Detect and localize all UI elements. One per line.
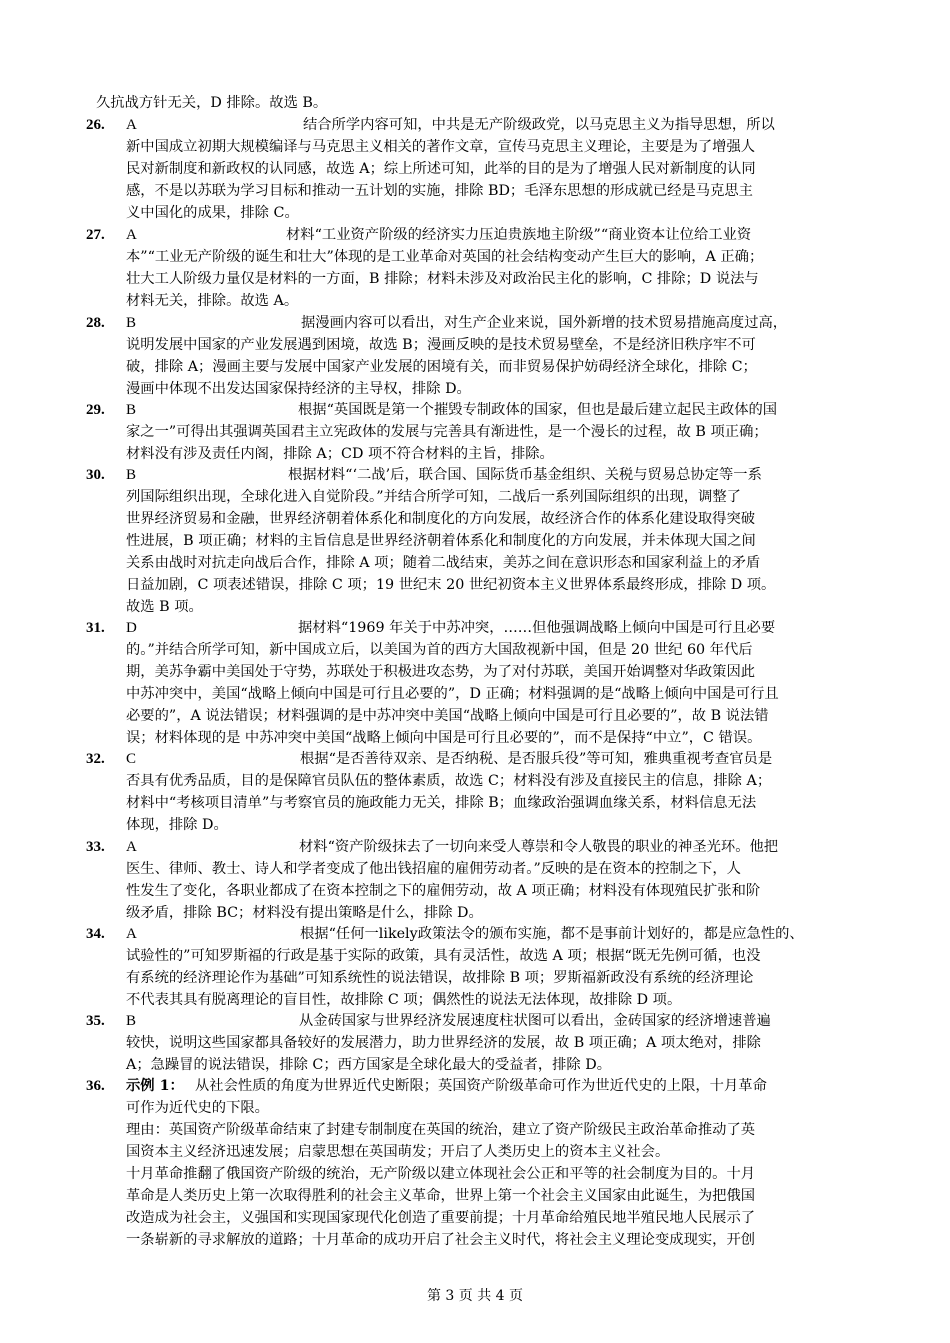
explanation-line: 材料无关，排除。故选 A。 — [126, 293, 299, 310]
answer-letter: B — [126, 315, 137, 331]
explanation-line: 有系统的经济理论作为基础”可知系统性的说法错误，故排除 B 项；罗斯福新政没有系统的经济理论 — [126, 970, 754, 987]
intro-line: 久抗战方针无关，D 排除。故选 B。 — [96, 95, 328, 111]
question-number: 28. — [86, 315, 105, 331]
question-number: 29. — [86, 402, 105, 418]
question-number: 31. — [86, 620, 105, 636]
explanation-line: 据漫画内容可以看出，对生产企业来说，国外新增的技术贸易措施高度过高， — [301, 315, 788, 331]
example-label: 示例 1： — [126, 1078, 184, 1094]
answer-letter: C — [126, 751, 137, 767]
explanation-line: 从社会性质的角度为世界近代史断限；英国资产阶级革命可作为世近代史的上限，十月革命 — [195, 1078, 767, 1094]
explanation-line: 新中国成立初期大规模编译与马克思主义相关的著作文章，宣传马克思主义理论，主要是为了增强人 — [126, 139, 756, 156]
explanation-line: 国资本主义经济迅速发展；启蒙思想在英国萌发；开启了人类历史上的资本主义社会。 — [126, 1144, 670, 1161]
explanation-line: 根据“英国既是第一个摧毁专制政体的国家，但也是最后建立起民主政体的国 — [298, 402, 778, 418]
explanation-line: 列国际组织出现，全球化进入自觉阶段。”并结合所学可知，二战后一系列国际组织的出现，调整了 — [126, 489, 741, 506]
explanation-line: 性进展，B 项正确；材料的主旨信息是世界经济朝着体系化和制度化的方向发展，并未体现大国之间 — [126, 533, 756, 550]
page-footer: 第 3 页 共 4 页 — [426, 1288, 524, 1304]
question-number: 36. — [86, 1078, 105, 1094]
explanation-line: 故选 B 项。 — [126, 599, 203, 616]
explanation-line: 十月革命推翻了俄国资产阶级的统治，无产阶级以建立体现社会公正和平等的社会制度为目的。十月 — [126, 1166, 756, 1183]
question-number: 26. — [86, 117, 105, 133]
explanation-line: 世界经济贸易和金融，世界经济朝着体系化和制度化的方向发展，故经济合作的体系化建设取得突破 — [126, 511, 756, 528]
explanation-line: 结合所学内容可知，中共是无产阶级政党，以马克思主义为指导思想，所以 — [303, 117, 775, 133]
explanation-line: 试验性的”可知罗斯福的行政是基于实际的政策，具有灵活性，故选 A 项；根据“既无先例可循，也没 — [126, 948, 761, 965]
explanation-line: 理由：英国资产阶级革命结束了封建专制制度在英国的统治，建立了资产阶级民主政治革命推动了英 — [126, 1122, 756, 1139]
question-number: 35. — [86, 1013, 105, 1029]
explanation-line: 感，不是以苏联为学习目标和推动一五计划的实施，排除 BD；毛泽东思想的形成就已经是马克思主 — [126, 183, 753, 200]
explanation-line: 改造成为社会主，义强国和实现国家现代化创造了重要前提；十月革命给殖民地半殖民地人民展示了 — [126, 1210, 756, 1227]
explanation-line: 可作为近代史的下限。 — [126, 1100, 269, 1117]
explanation-line: 民对新制度和新政权的认同感，故选 A；综上所述可知，此举的目的是为了增强人民对新制度的认同 — [126, 161, 756, 178]
explanation-line: A；急躁冒的说法错误，排除 C；西方国家是全球化最大的受益者，排除 D。 — [126, 1057, 612, 1074]
explanation-line: 不代表其具有脱离理论的盲目性，故排除 C 项；偶然性的说法无法体现，故排除 D 项。 — [126, 992, 682, 1009]
question-number: 32. — [86, 751, 105, 767]
explanation-line: 根据材料“‘二战’后，联合国、国际货币基金组织、关税与贸易总协定等一系 — [288, 467, 762, 483]
explanation-line: 日益加剧，C 项表述错误，排除 C 项；19 世纪末 20 世纪初资本主义世界体系最终形成，排除 D 项。 — [126, 577, 776, 594]
explanation-line: 体现，排除 D。 — [126, 817, 228, 834]
explanation-line: 材料中“考核项目清单”与考察官员的施政能力无关，排除 B；血缘政治强调血缘关系，材料信息无法 — [126, 795, 757, 812]
explanation-line: 根据“是否善待双亲、是否纳税、是否服兵役”等可知，雅典重视考查官员是 — [300, 751, 773, 767]
explanation-line: 一条崭新的寻求解放的道路；十月革命的成功开启了社会主义时代，将社会主义理论变成现实，开创 — [126, 1232, 756, 1249]
answer-letter: A — [126, 926, 137, 942]
question-number: 27. — [86, 227, 105, 243]
explanation-line: 否具有优秀品质，目的是保障官员队伍的整体素质，故选 C；材料没有涉及直接民主的信息，排除 A； — [126, 773, 772, 790]
question-number: 34. — [86, 926, 105, 942]
explanation-line: 误；材料体现的是 中苏冲突中美国“战略上倾向中国是可行且必要的”，而不是保持“中立”，C 错误。 — [126, 730, 762, 747]
answer-letter: B — [126, 467, 137, 483]
answer-letter: B — [126, 1013, 137, 1029]
explanation-line: 说明发展中国家的产业发展遇到困境，故选 B；漫画反映的是技术贸易壁垒，不是经济旧秩序牢不可 — [126, 337, 756, 354]
explanation-line: 材料没有涉及责任内阁，排除 A；CD 项不符合材料的主旨，排除。 — [126, 446, 554, 463]
explanation-line: 破，排除 A；漫画主要与发展中国家产业发展的困境有关，而非贸易保护妨碍经济全球化，排除 C； — [126, 359, 757, 376]
answer-letter: A — [126, 227, 137, 243]
explanation-line: 漫画中体现不出发达国家保持经济的主导权，排除 D。 — [126, 381, 471, 398]
explanation-line: 本”“工业无产阶级的诞生和壮大”体现的是工业革命对英国的社会结构变动产生巨大的影响，A 正确； — [126, 249, 764, 266]
explanation-line: 家之一”可得出其强调英国君主立宪政体的发展与完善具有渐进性，是一个漫长的过程，故 B 项正确； — [126, 424, 768, 441]
explanation-line: 中苏冲突中，美国“战略上倾向中国是可行且必要的”，D 正确；材料强调的是“战略上倾向中国是可行且 — [126, 686, 779, 703]
question-number: 30. — [86, 467, 105, 483]
explanation-line: 的。”并结合所学可知，新中国成立后，以美国为首的西方大国敌视新中国，但是 20 世纪 60 年代后 — [126, 642, 753, 659]
answer-letter: B — [126, 402, 137, 418]
explanation-line: 性发生了变化，各职业都成了在资本控制之下的雇佣劳动，故 A 项正确；材料没有体现殖民扩张和阶 — [126, 883, 761, 900]
question-number: 33. — [86, 839, 105, 855]
explanation-line: 医生、律师、教士、诗人和学者变成了他出钱招雇的雇佣劳动者。”反映的是在资本的控制之下，人 — [126, 861, 741, 878]
explanation-line: 关系由战时对抗走向战后合作，排除 A 项；随着二战结束，美苏之间在意识形态和国家利益上的矛盾 — [126, 555, 761, 572]
answer-letter: A — [126, 117, 137, 133]
explanation-line: 义中国化的成果，排除 C。 — [126, 205, 299, 222]
explanation-line: 必要的”，A 说法错误；材料强调的是中苏冲突中美国“战略上倾向中国是可行且必要的”，故 B 说法错 — [126, 708, 769, 725]
answer-letter: A — [126, 839, 137, 855]
explanation-line: 材料“资产阶级抹去了一切向来受人尊崇和令人敬畏的职业的神圣光环。他把 — [299, 839, 779, 855]
explanation-line: 从金砖国家与世界经济发展速度柱状图可以看出，金砖国家的经济增速普遍 — [299, 1013, 771, 1029]
answer-letter: D — [126, 620, 137, 636]
explanation-line: 期，美苏争霸中美国处于守势，苏联处于积极进攻态势，为了对付苏联，美国开始调整对华政策因此 — [126, 664, 756, 681]
explanation-line: 材料“工业资产阶级的经济实力压迫贵族地主阶级”“商业资本让位给工业资 — [286, 227, 752, 243]
explanation-line: 根据“任何一likely政策法令的颁布实施，都不是事前计划好的，都是应急性的、 — [300, 926, 804, 942]
explanation-line: 级矛盾，排除 BC；材料没有提出策略是什么，排除 D。 — [126, 905, 483, 922]
explanation-line: 据材料“1969 年关于中苏冲突，……但他强调战略上倾向中国是可行且必要 — [298, 620, 776, 636]
explanation-line: 壮大工人阶级力量仅是材料的一方面，B 排除；材料未涉及对政治民主化的影响，C 排除；D 说法与 — [126, 271, 759, 288]
explanation-line: 较快，说明这些国家都具备较好的发展潜力，助力世界经济的发展，故 B 项正确；A 项太绝对，排除 — [126, 1035, 761, 1052]
explanation-line: 革命是人类历史上第一次取得胜利的社会主义革命，世界上第一个社会主义国家由此诞生，为把俄国 — [126, 1188, 756, 1205]
